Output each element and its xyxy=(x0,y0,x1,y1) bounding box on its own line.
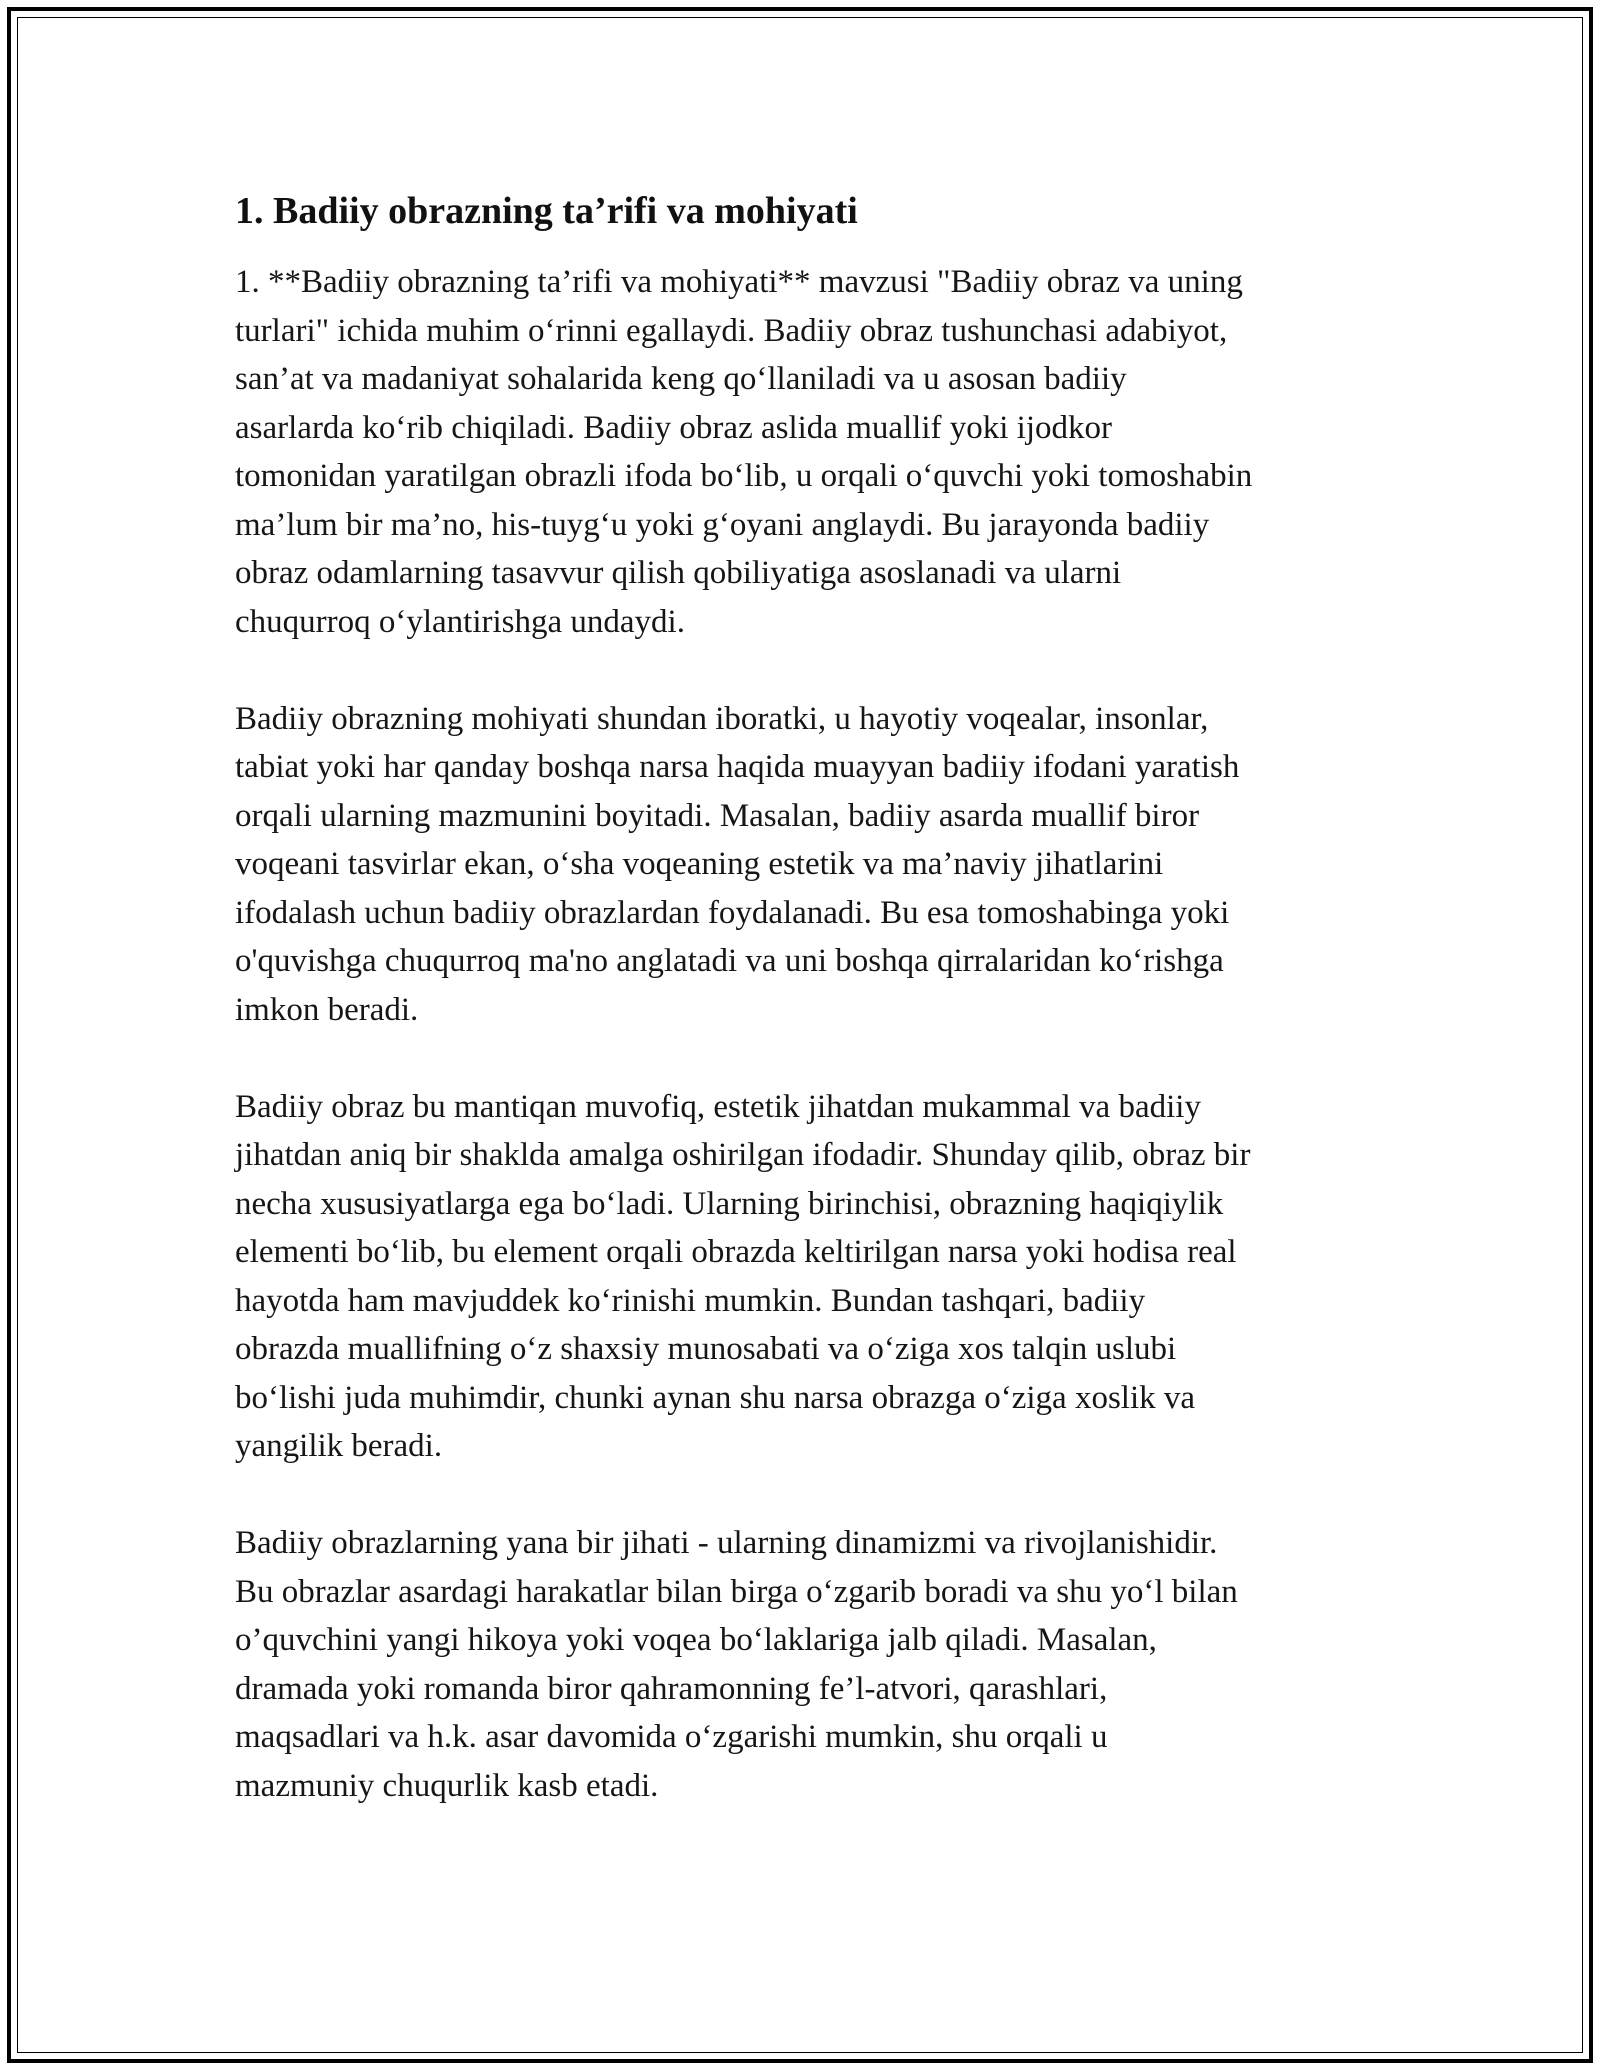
paragraph-3: Badiiy obraz bu mantiqan muvofiq, estetik jihatdan mukammal va badiiy jihatdan aniq bir shaklda amalga oshirilgan ifodadir. Shunday qilib, obraz bir necha xususiyatlarga ega bo‘ladi. Ularning birinchisi, obrazning haqiqiylik elementi bo‘lib, bu element orqali obrazda keltirilgan narsa yoki hodisa real hayotda ham mavjuddek ko‘rinishi mumkin. Bundan tashqari, badiiy obrazda muallifning o‘z shaxsiy munosabati va o‘ziga xos talqin uslubi bo‘lishi juda muhimdir, chunki aynan shu narsa obrazga o‘ziga xoslik va yangilik beradi. xyxy=(235,1088,1251,1464)
paragraph-2: Badiiy obrazning mohiyati shundan iboratki, u hayotiy voqealar, insonlar, tabiat yoki har qanday boshqa narsa haqida muayyan badiiy ifodani yaratish orqali ularning mazmunini boyitadi. Masalan, badiiy asarda muallif biror voqeani tasvirlar ekan, o‘sha voqeaning estetik va ma’naviy jihatlarini ifodalash uchun badiiy obrazlardan foydalanadi. Bu esa tomoshabinga yoki o'quvishga chuqurroq ma'no anglatadi va uni boshqa qirralaridan ko‘rishga imkon beradi. xyxy=(235,700,1240,1028)
paragraph-1: 1. **Badiiy obrazning ta’rifi va mohiyati** mavzusi "Badiiy obraz va uning turlari" ichida muhim o‘rinni egallaydi. Badiiy obraz tushunchasi adabiyot, san’at va madaniyat sohalarida keng qo‘llaniladi va u asosan badiiy asarlarda ko‘rib chiqiladi. Badiiy obraz aslida muallif yoki ijodkor tomonidan yaratilgan obrazli ifoda bo‘lib, u orqali o‘quvchi yoki tomoshabin ma’lum bir ma’no, his-tuyg‘u yoki g‘oyani anglaydi. Bu jarayonda badiiy obraz odamlarning tasavvur qilish qobiliyatiga asoslanadi va ularni chuqurroq o‘ylantirishga undaydi. xyxy=(235,264,1253,640)
document-body xyxy=(235,186,1375,1859)
section-heading: 1. Badiiy obrazning ta’rifi va mohiyati xyxy=(235,190,858,232)
paragraph-4: Badiiy obrazlarning yana bir jihati - ularning dinamizmi va rivojlanishidir. Bu obrazlar asardagi harakatlar bilan birga o‘zgarib boradi va shu yo‘l bilan o’quvchini yangi hikoya yoki voqea bo‘laklariga jalb qiladi. Masalan, dramada yoki romanda biror qahramonning fe’l-atvori, qarashlari, maqsadlari va h.k. asar davomida o‘zgarishi mumkin, shu orqali u mazmuniy chuqurlik kasb etadi. xyxy=(235,1525,1238,1804)
